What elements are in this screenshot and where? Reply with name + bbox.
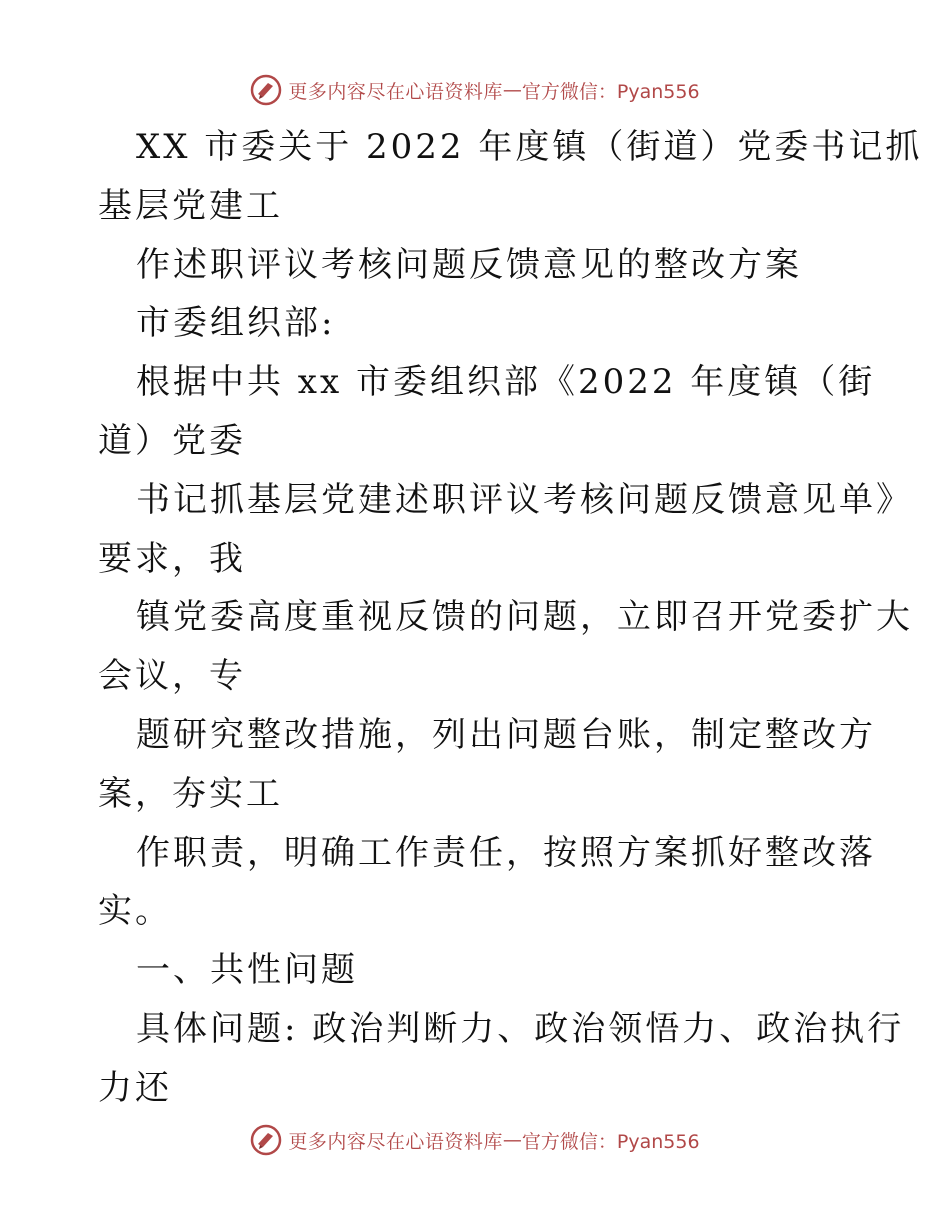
footer-watermark — [0, 1120, 950, 1160]
watermark-text: 更多内容尽在心语资料库 — [288, 1130, 503, 1153]
watermark-separator: — — [502, 79, 522, 101]
watermark-wechat: 官方微信：Pyan556 — [521, 1130, 700, 1153]
paragraph-line: 道）党委 — [98, 420, 246, 461]
document-body — [98, 118, 923, 1118]
watermark-wechat: 官方微信：Pyan556 — [521, 80, 700, 103]
paragraph-line: 要求，我 — [98, 538, 246, 579]
doc-title-line-3: 作述职评议考核问题反馈意见的整改方案 — [136, 244, 802, 285]
header-watermark — [0, 70, 950, 110]
addressee-line: 市委组织部: — [136, 303, 336, 344]
watermark-text: 更多内容尽在心语资料库 — [288, 80, 503, 103]
paragraph-line: 会议，专 — [98, 656, 246, 697]
paragraph-line: 作职责，明确工作责任，按照方案抓好整改落 — [136, 832, 876, 873]
paragraph-line: 镇党委高度重视反馈的问题，立即召开党委扩大 — [136, 597, 913, 638]
brand-logo-icon — [250, 74, 282, 106]
paragraph-line: 案，夯实工 — [98, 773, 283, 814]
paragraph-line: 具体问题: 政治判断力、政治领悟力、政治执行 — [136, 1008, 905, 1049]
paragraph-line: 根据中共 xx 市委组织部《2022 年度镇（街 — [136, 362, 876, 403]
brand-logo-icon — [250, 1124, 282, 1156]
paragraph-line: 题研究整改措施，列出问题台账，制定整改方 — [136, 714, 876, 755]
watermark-separator: — — [502, 1129, 522, 1151]
paragraph-line: 书记抓基层党建述职评议考核问题反馈意见单》 — [136, 479, 913, 520]
paragraph-line: 力还 — [98, 1067, 172, 1108]
doc-title-line-2: 基层党建工 — [98, 185, 283, 226]
paragraph-line: 实。 — [98, 891, 172, 932]
section-heading: 一、共性问题 — [136, 950, 358, 991]
doc-title-line-1: XX 市委关于 2022 年度镇（街道）党委书记抓 — [136, 127, 923, 167]
